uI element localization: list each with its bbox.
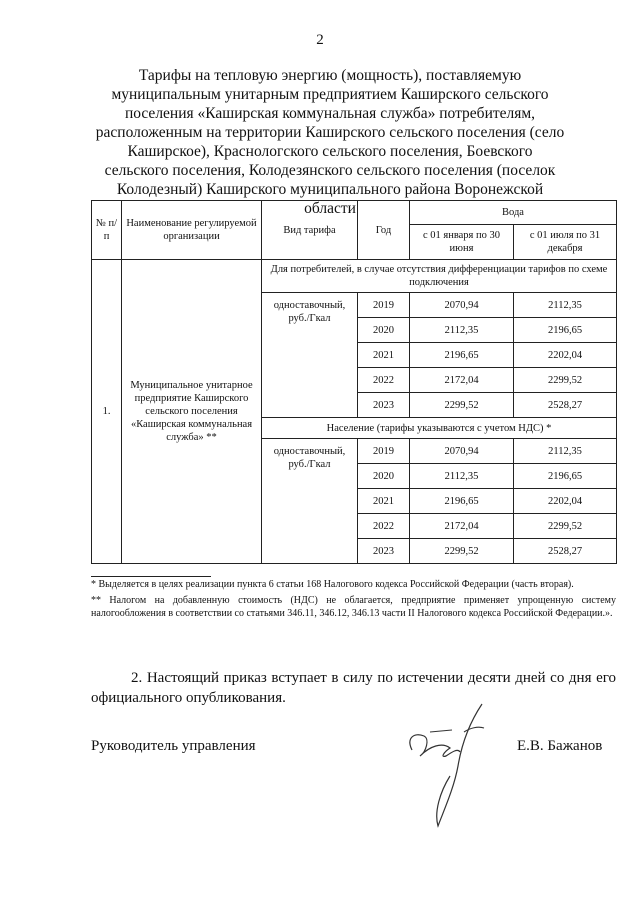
value-cell: 2112,35 — [410, 464, 514, 489]
header-tariff-type: Вид тарифа — [262, 201, 358, 260]
value-cell: 2070,94 — [410, 439, 514, 464]
value-cell: 2112,35 — [514, 439, 617, 464]
value-cell: 2202,04 — [514, 489, 617, 514]
header-half1: с 01 января по 30 июня — [410, 225, 514, 260]
year-cell: 2019 — [358, 439, 410, 464]
value-cell: 2112,35 — [410, 318, 514, 343]
year-cell: 2023 — [358, 393, 410, 418]
value-cell: 2112,35 — [514, 293, 617, 318]
value-cell: 2196,65 — [410, 343, 514, 368]
header-half2: с 01 июля по 31 декабря — [514, 225, 617, 260]
year-cell: 2019 — [358, 293, 410, 318]
header-num: № п/п — [92, 201, 122, 260]
tariff-type: одноставочный, руб./Гкал — [262, 439, 358, 564]
value-cell: 2172,04 — [410, 368, 514, 393]
tariff-table — [91, 200, 617, 564]
footnote-2: ** Налогом на добавленную стоимость (НДС) не облагается, предприятие применяет упрощенную систему налогообложения в соответствии со статьями 346.11, 346.12, 346.13 части II Налогового кодекса Российской Федерации.». — [91, 595, 616, 619]
tariff-type: одноставочный, руб./Гкал — [262, 293, 358, 418]
value-cell: 2299,52 — [514, 368, 617, 393]
value-cell: 2299,52 — [410, 539, 514, 564]
value-cell: 2196,65 — [514, 464, 617, 489]
value-cell: 2299,52 — [514, 514, 617, 539]
value-cell: 2172,04 — [410, 514, 514, 539]
header-org: Наименование регулируемой организации — [122, 201, 262, 260]
page-number: 2 — [316, 32, 324, 48]
value-cell: 2202,04 — [514, 343, 617, 368]
year-cell: 2021 — [358, 343, 410, 368]
effective-date-paragraph: 2. Настоящий приказ вступает в силу по истечении десяти дней со дня его официального опубликования. — [91, 670, 616, 706]
document-title: Тарифы на тепловую энергию (мощность), поставляемую муниципальным унитарным предприятием Каширского сельского поселения «Каширская коммунальная служба» потребителям, расположенным на территории Каширского сельского поселения (село Каширское), Краснологского сельского поселения, Боевского сельского поселения, Колодезянского сельского поселения (поселок Колодезный) Каширского муниципального района Воронежской области — [95, 67, 565, 217]
value-cell: 2299,52 — [410, 393, 514, 418]
footnote-1: * Выделяется в целях реализации пункта 6 статьи 168 Налогового кодекса Российской Федерации (часть вторая). — [91, 579, 574, 590]
value-cell: 2196,65 — [410, 489, 514, 514]
handwritten-signature — [400, 692, 510, 832]
organization-name: Муниципальное унитарное предприятие Каширского сельского поселения «Каширская коммунальная служба» ** — [122, 260, 262, 564]
value-cell: 2528,27 — [514, 393, 617, 418]
year-cell: 2021 — [358, 489, 410, 514]
row-number: 1. — [92, 260, 122, 564]
signatory-name: Е.В. Бажанов — [517, 738, 603, 754]
year-cell: 2022 — [358, 368, 410, 393]
year-cell: 2022 — [358, 514, 410, 539]
group-label: Население (тарифы указываются с учетом НДС) * — [262, 418, 617, 439]
value-cell: 2070,94 — [410, 293, 514, 318]
group-label: Для потребителей, в случае отсутствия дифференциации тарифов по схеме подключения — [262, 260, 617, 293]
signatory-role: Руководитель управления — [91, 738, 256, 754]
footnotes — [91, 576, 616, 623]
value-cell: 2196,65 — [514, 318, 617, 343]
header-year: Год — [358, 201, 410, 260]
footnote-divider — [91, 576, 211, 577]
year-cell: 2020 — [358, 318, 410, 343]
year-cell: 2023 — [358, 539, 410, 564]
value-cell: 2528,27 — [514, 539, 617, 564]
year-cell: 2020 — [358, 464, 410, 489]
header-water: Вода — [410, 201, 617, 225]
